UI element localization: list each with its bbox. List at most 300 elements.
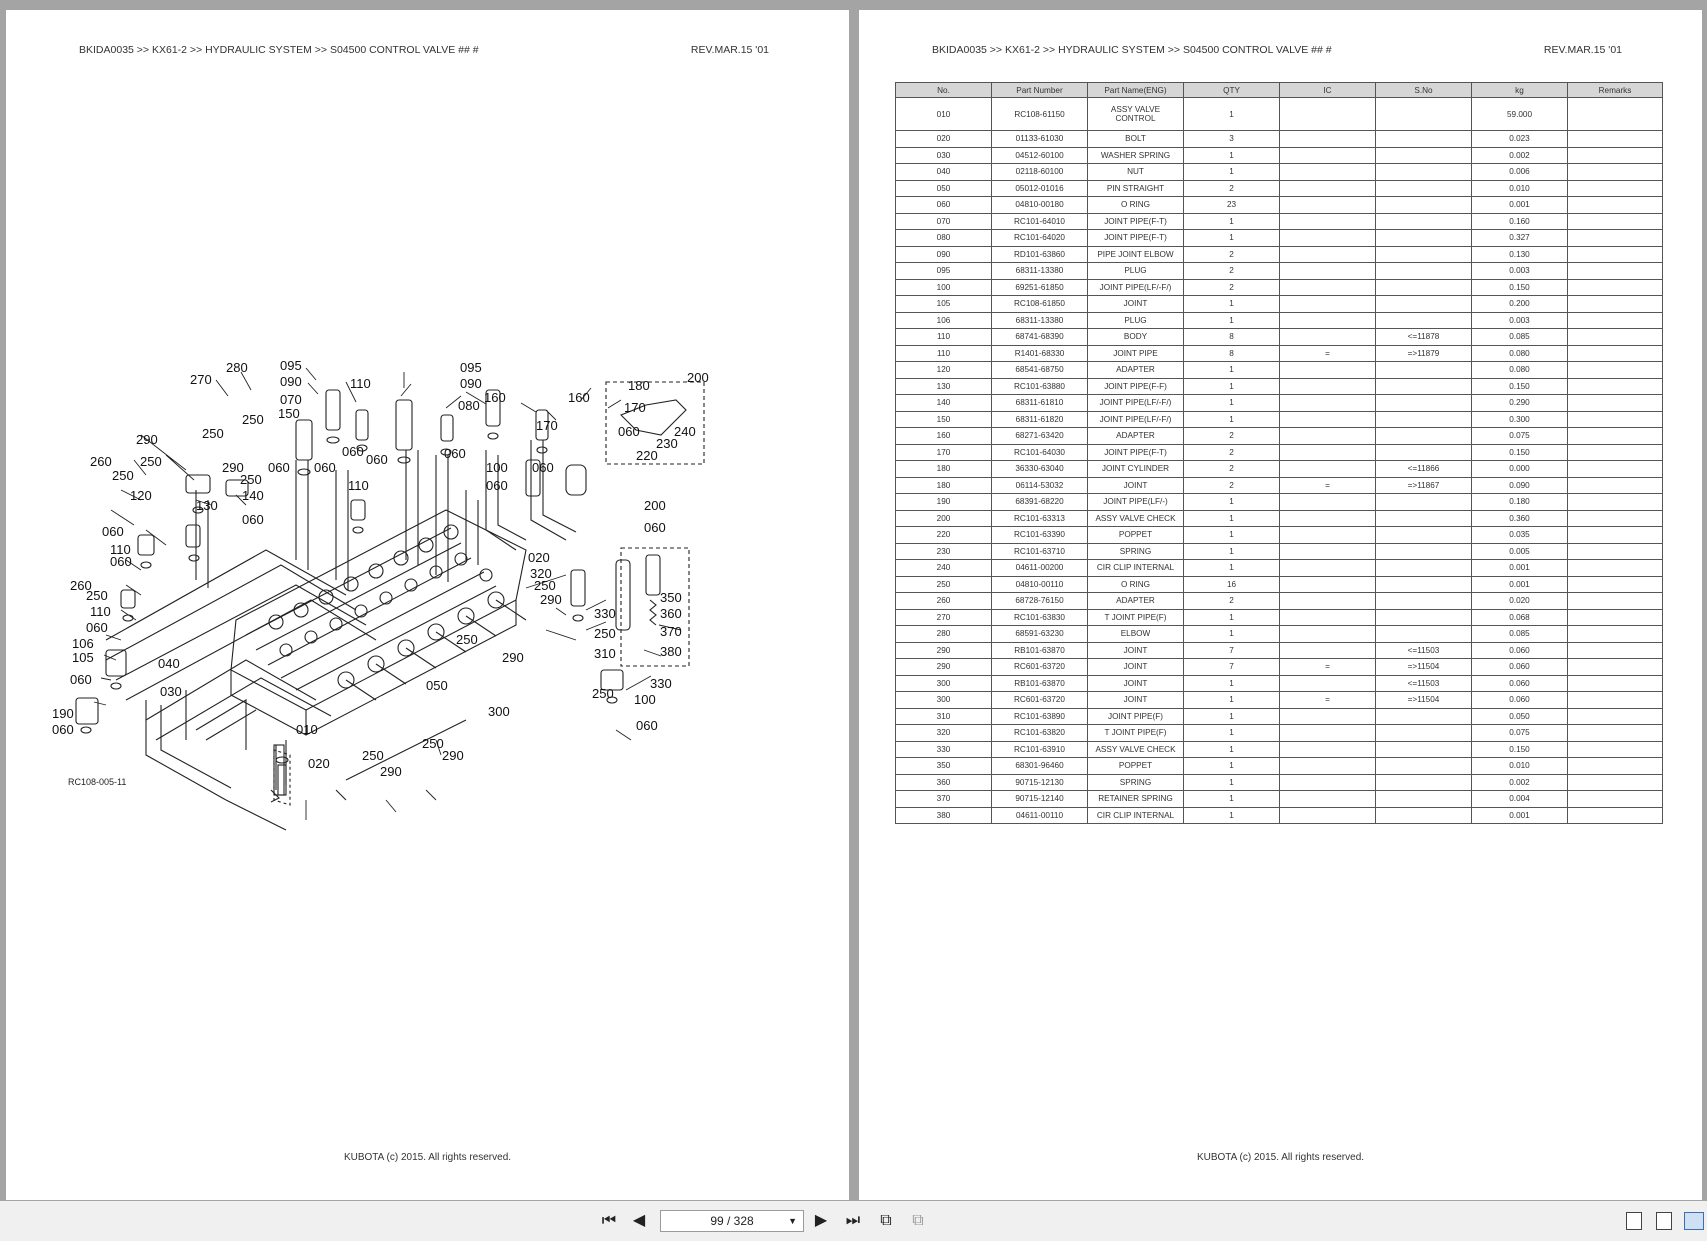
cell-sno xyxy=(1376,593,1472,610)
table-row xyxy=(896,164,1663,181)
cell-kg: 0.003 xyxy=(1472,263,1568,280)
table-row xyxy=(896,461,1663,478)
cell-part-name: JOINT PIPE(F-T) xyxy=(1088,444,1184,461)
cell-ic xyxy=(1280,147,1376,164)
cell-qty: 1 xyxy=(1184,692,1280,709)
cell-sno xyxy=(1376,626,1472,643)
column-header-sno: S.No xyxy=(1376,83,1472,98)
callout-060: 060 xyxy=(366,452,388,467)
cell-qty: 1 xyxy=(1184,626,1280,643)
cell-qty: 1 xyxy=(1184,560,1280,577)
fit-page-icon[interactable]: ⧉ xyxy=(880,1212,892,1229)
cell-ic xyxy=(1280,263,1376,280)
table-row xyxy=(896,725,1663,742)
cell-part-number: RC101-63910 xyxy=(992,741,1088,758)
cell-sno xyxy=(1376,296,1472,313)
cell-qty: 1 xyxy=(1184,510,1280,527)
table-row xyxy=(896,807,1663,824)
table-row xyxy=(896,576,1663,593)
cell-remarks xyxy=(1568,246,1663,263)
cell-remarks xyxy=(1568,411,1663,428)
callout-095: 095 xyxy=(280,360,302,373)
cell-part-number: 68591-63230 xyxy=(992,626,1088,643)
cell-sno: =>11504 xyxy=(1376,692,1472,709)
column-header-qty: QTY xyxy=(1184,83,1280,98)
cell-no: 380 xyxy=(896,807,992,824)
cell-sno xyxy=(1376,576,1472,593)
copyright-footer: KUBOTA (c) 2015. All rights reserved. xyxy=(1196,1152,1365,1163)
cell-ic xyxy=(1280,560,1376,577)
callout-330: 330 xyxy=(594,606,616,621)
cell-kg: 0.001 xyxy=(1472,807,1568,824)
two-page-view-icon[interactable] xyxy=(1684,1212,1704,1230)
cell-remarks xyxy=(1568,180,1663,197)
table-row xyxy=(896,593,1663,610)
table-row xyxy=(896,279,1663,296)
cell-part-name: T JOINT PIPE(F) xyxy=(1088,609,1184,626)
cell-part-number: 04810-00110 xyxy=(992,576,1088,593)
callout-370: 370 xyxy=(660,624,682,639)
cell-qty: 1 xyxy=(1184,312,1280,329)
cell-qty: 8 xyxy=(1184,329,1280,346)
cell-sno xyxy=(1376,560,1472,577)
cell-part-name: ELBOW xyxy=(1088,626,1184,643)
cell-sno: =>11867 xyxy=(1376,477,1472,494)
callout-020: 020 xyxy=(528,550,550,565)
cell-no: 070 xyxy=(896,213,992,230)
cell-remarks xyxy=(1568,626,1663,643)
table-row xyxy=(896,659,1663,676)
column-header-ic: IC xyxy=(1280,83,1376,98)
cell-part-number: 69251-61850 xyxy=(992,279,1088,296)
cell-qty: 1 xyxy=(1184,708,1280,725)
cell-qty: 1 xyxy=(1184,494,1280,511)
callout-290: 290 xyxy=(502,650,524,665)
callout-010: 010 xyxy=(296,722,318,737)
cell-kg: 0.150 xyxy=(1472,279,1568,296)
cell-qty: 2 xyxy=(1184,461,1280,478)
table-row xyxy=(896,527,1663,544)
cell-no: 120 xyxy=(896,362,992,379)
cell-part-name: O RING xyxy=(1088,197,1184,214)
cell-sno xyxy=(1376,246,1472,263)
callout-350: 350 xyxy=(660,590,682,605)
cell-part-name: JOINT PIPE(LF/-F/) xyxy=(1088,395,1184,412)
cell-qty: 1 xyxy=(1184,675,1280,692)
chevron-down-icon: ▼ xyxy=(788,1216,797,1226)
callout-280: 280 xyxy=(226,360,248,375)
callout-070: 070 xyxy=(280,392,302,407)
cell-sno xyxy=(1376,791,1472,808)
cell-part-number: 68741-68390 xyxy=(992,329,1088,346)
cell-ic xyxy=(1280,774,1376,791)
table-row xyxy=(896,296,1663,313)
callout-250: 250 xyxy=(594,626,616,641)
cell-qty: 2 xyxy=(1184,477,1280,494)
cell-part-number: RC601-63720 xyxy=(992,659,1088,676)
continuous-view-icon[interactable] xyxy=(1656,1212,1672,1230)
cell-sno: <=11878 xyxy=(1376,329,1472,346)
cell-part-number: 68391-68220 xyxy=(992,494,1088,511)
last-page-icon[interactable]: ⏭ xyxy=(845,1212,861,1229)
cell-kg: 0.085 xyxy=(1472,626,1568,643)
cell-ic xyxy=(1280,98,1376,131)
cell-part-name: SPRING xyxy=(1088,543,1184,560)
cell-no: 310 xyxy=(896,708,992,725)
callout-160: 160 xyxy=(568,390,590,405)
callout-060: 060 xyxy=(110,554,132,569)
table-row xyxy=(896,362,1663,379)
cell-kg: 0.023 xyxy=(1472,131,1568,148)
callout-250: 250 xyxy=(240,472,262,487)
cell-kg: 0.002 xyxy=(1472,147,1568,164)
cell-part-name: ADAPTER xyxy=(1088,428,1184,445)
table-row xyxy=(896,378,1663,395)
cell-part-name: PLUG xyxy=(1088,312,1184,329)
cell-qty: 16 xyxy=(1184,576,1280,593)
cell-part-number: 04512-60100 xyxy=(992,147,1088,164)
cell-sno xyxy=(1376,527,1472,544)
cell-ic xyxy=(1280,444,1376,461)
cell-part-number: 68311-61820 xyxy=(992,411,1088,428)
cell-part-name: T JOINT PIPE(F) xyxy=(1088,725,1184,742)
cell-kg: 0.060 xyxy=(1472,642,1568,659)
cell-remarks xyxy=(1568,213,1663,230)
cell-part-name: JOINT CYLINDER xyxy=(1088,461,1184,478)
table-row xyxy=(896,675,1663,692)
cell-kg: 0.150 xyxy=(1472,444,1568,461)
table-row xyxy=(896,560,1663,577)
cell-qty: 1 xyxy=(1184,758,1280,775)
table-row xyxy=(896,510,1663,527)
cell-remarks xyxy=(1568,279,1663,296)
cell-kg: 0.080 xyxy=(1472,345,1568,362)
cell-no: 280 xyxy=(896,626,992,643)
table-row xyxy=(896,197,1663,214)
table-row xyxy=(896,444,1663,461)
table-row xyxy=(896,411,1663,428)
cell-remarks xyxy=(1568,197,1663,214)
breadcrumb: BKIDA0035 >> KX61-2 >> HYDRAULIC SYSTEM >> S04500 CONTROL VALVE ## # xyxy=(79,44,479,56)
table-row xyxy=(896,642,1663,659)
cell-qty: 1 xyxy=(1184,527,1280,544)
prev-page-icon[interactable]: ◀ xyxy=(632,1212,646,1229)
table-row xyxy=(896,230,1663,247)
cell-sno xyxy=(1376,395,1472,412)
cell-qty: 2 xyxy=(1184,428,1280,445)
cell-part-number: RC101-64030 xyxy=(992,444,1088,461)
cell-part-number: 90715-12130 xyxy=(992,774,1088,791)
cell-part-name: NUT xyxy=(1088,164,1184,181)
cell-sno xyxy=(1376,230,1472,247)
cell-part-name: ASSY VALVE CHECK xyxy=(1088,741,1184,758)
cell-kg: 0.001 xyxy=(1472,197,1568,214)
cell-no: 060 xyxy=(896,197,992,214)
cell-no: 240 xyxy=(896,560,992,577)
cell-sno xyxy=(1376,543,1472,560)
callout-060: 060 xyxy=(444,446,466,461)
cell-kg: 0.005 xyxy=(1472,543,1568,560)
right-page xyxy=(859,10,1702,1200)
callout-200: 200 xyxy=(687,370,709,385)
cell-sno: =>11879 xyxy=(1376,345,1472,362)
cell-remarks xyxy=(1568,609,1663,626)
table-row xyxy=(896,246,1663,263)
cell-no: 130 xyxy=(896,378,992,395)
cell-kg: 0.001 xyxy=(1472,576,1568,593)
table-row xyxy=(896,312,1663,329)
cell-part-number: RC101-63820 xyxy=(992,725,1088,742)
cell-part-name: ADAPTER xyxy=(1088,362,1184,379)
cell-no: 220 xyxy=(896,527,992,544)
callout-250: 250 xyxy=(362,748,384,763)
cell-no: 090 xyxy=(896,246,992,263)
page-number-select[interactable] xyxy=(660,1210,804,1232)
table-row xyxy=(896,98,1663,131)
cell-remarks xyxy=(1568,576,1663,593)
cell-remarks xyxy=(1568,444,1663,461)
cell-sno xyxy=(1376,263,1472,280)
cell-remarks xyxy=(1568,774,1663,791)
revision-date: REV.MAR.15 '01 xyxy=(690,44,769,56)
cell-ic xyxy=(1280,626,1376,643)
cell-part-number: 90715-12140 xyxy=(992,791,1088,808)
callout-320: 320 xyxy=(530,566,552,581)
cell-qty: 1 xyxy=(1184,362,1280,379)
callout-290: 290 xyxy=(540,592,562,607)
callout-060: 060 xyxy=(486,478,508,493)
cell-qty: 1 xyxy=(1184,296,1280,313)
cell-part-name: JOINT PIPE(F-T) xyxy=(1088,230,1184,247)
cell-remarks xyxy=(1568,345,1663,362)
cell-ic xyxy=(1280,312,1376,329)
fit-width-icon[interactable]: ⧉ xyxy=(912,1212,924,1229)
cell-sno xyxy=(1376,131,1472,148)
next-page-icon[interactable]: ▶ xyxy=(814,1212,828,1229)
callout-060: 060 xyxy=(636,718,658,733)
cell-remarks xyxy=(1568,312,1663,329)
cell-sno: <=11866 xyxy=(1376,461,1472,478)
cell-qty: 2 xyxy=(1184,246,1280,263)
cell-sno xyxy=(1376,428,1472,445)
cell-part-number: 36330-63040 xyxy=(992,461,1088,478)
cell-qty: 1 xyxy=(1184,725,1280,742)
cell-ic xyxy=(1280,675,1376,692)
column-header-no: No. xyxy=(896,83,992,98)
cell-ic xyxy=(1280,395,1376,412)
cell-ic xyxy=(1280,593,1376,610)
cell-remarks xyxy=(1568,593,1663,610)
callout-040: 040 xyxy=(158,656,180,671)
cell-sno xyxy=(1376,708,1472,725)
cell-kg: 0.085 xyxy=(1472,329,1568,346)
cell-part-number: RD101-63860 xyxy=(992,246,1088,263)
table-row xyxy=(896,180,1663,197)
cell-part-name: JOINT PIPE(LF/-F/) xyxy=(1088,411,1184,428)
callout-310: 310 xyxy=(594,646,616,661)
cell-sno xyxy=(1376,164,1472,181)
cell-sno: <=11503 xyxy=(1376,675,1472,692)
cell-kg: 0.300 xyxy=(1472,411,1568,428)
cell-kg: 0.180 xyxy=(1472,494,1568,511)
cell-part-number: RC601-63720 xyxy=(992,692,1088,709)
cell-remarks xyxy=(1568,708,1663,725)
single-page-view-icon[interactable] xyxy=(1626,1212,1642,1230)
cell-part-number: 68311-61810 xyxy=(992,395,1088,412)
cell-sno xyxy=(1376,609,1472,626)
callout-250: 250 xyxy=(534,578,556,593)
cell-no: 350 xyxy=(896,758,992,775)
cell-no: 270 xyxy=(896,609,992,626)
cell-remarks xyxy=(1568,659,1663,676)
cell-kg: 0.327 xyxy=(1472,230,1568,247)
cell-kg: 0.010 xyxy=(1472,758,1568,775)
cell-ic: = xyxy=(1280,477,1376,494)
cell-part-name: ADAPTER xyxy=(1088,593,1184,610)
cell-qty: 1 xyxy=(1184,543,1280,560)
cell-part-name: JOINT PIPE(F) xyxy=(1088,708,1184,725)
cell-no: 020 xyxy=(896,131,992,148)
cell-kg: 0.080 xyxy=(1472,362,1568,379)
cell-qty: 2 xyxy=(1184,593,1280,610)
cell-part-number: 06114-53032 xyxy=(992,477,1088,494)
cell-remarks xyxy=(1568,494,1663,511)
cell-kg: 0.075 xyxy=(1472,725,1568,742)
cell-part-name: JOINT PIPE(LF/-) xyxy=(1088,494,1184,511)
cell-no: 290 xyxy=(896,642,992,659)
cell-no: 040 xyxy=(896,164,992,181)
cell-part-name: PIPE JOINT ELBOW xyxy=(1088,246,1184,263)
table-row xyxy=(896,131,1663,148)
callout-200: 200 xyxy=(644,498,666,513)
cell-part-name: JOINT xyxy=(1088,659,1184,676)
cell-no: 106 xyxy=(896,312,992,329)
cell-part-name: ASSY VALVE CONTROL xyxy=(1088,98,1184,131)
cell-remarks xyxy=(1568,263,1663,280)
cell-part-name: WASHER SPRING xyxy=(1088,147,1184,164)
cell-kg: 0.060 xyxy=(1472,659,1568,676)
table-row xyxy=(896,774,1663,791)
callout-380: 380 xyxy=(660,644,682,659)
cell-remarks xyxy=(1568,147,1663,164)
cell-remarks xyxy=(1568,395,1663,412)
page-indicator: 99 / 328 xyxy=(710,1214,754,1228)
first-page-icon[interactable]: ⏮ xyxy=(601,1212,617,1229)
cell-kg: 0.290 xyxy=(1472,395,1568,412)
cell-part-name: JOINT xyxy=(1088,675,1184,692)
cell-ic xyxy=(1280,230,1376,247)
cell-no: 360 xyxy=(896,774,992,791)
table-row xyxy=(896,741,1663,758)
cell-kg: 0.001 xyxy=(1472,560,1568,577)
cell-kg: 0.050 xyxy=(1472,708,1568,725)
callout-110: 110 xyxy=(350,376,371,391)
cell-kg: 0.060 xyxy=(1472,675,1568,692)
cell-no: 180 xyxy=(896,461,992,478)
table-row xyxy=(896,213,1663,230)
callout-300: 300 xyxy=(488,704,510,719)
table-row xyxy=(896,329,1663,346)
cell-no: 140 xyxy=(896,395,992,412)
callout-290: 290 xyxy=(222,460,244,475)
callout-100: 100 xyxy=(634,692,656,707)
column-header-kg: kg xyxy=(1472,83,1568,98)
cell-ic xyxy=(1280,807,1376,824)
cell-part-name: O RING xyxy=(1088,576,1184,593)
cell-part-name: PIN STRAIGHT xyxy=(1088,180,1184,197)
callout-110: 110 xyxy=(348,478,369,493)
cell-ic xyxy=(1280,428,1376,445)
table-row xyxy=(896,263,1663,280)
cell-part-number: RC101-63890 xyxy=(992,708,1088,725)
viewer-toolbar xyxy=(0,1201,1707,1241)
cell-part-name: JOINT xyxy=(1088,296,1184,313)
cell-ic xyxy=(1280,213,1376,230)
callout-290: 290 xyxy=(442,748,464,763)
cell-no: 180 xyxy=(896,477,992,494)
cell-remarks xyxy=(1568,296,1663,313)
cell-no: 150 xyxy=(896,411,992,428)
callout-260: 260 xyxy=(70,578,92,593)
cell-kg: 0.160 xyxy=(1472,213,1568,230)
cell-remarks xyxy=(1568,329,1663,346)
cell-kg: 0.130 xyxy=(1472,246,1568,263)
callout-060: 060 xyxy=(644,520,666,535)
table-row xyxy=(896,147,1663,164)
cell-remarks xyxy=(1568,758,1663,775)
cell-no: 250 xyxy=(896,576,992,593)
callout-250: 250 xyxy=(112,468,134,483)
callout-060: 060 xyxy=(70,672,92,687)
cell-ic: = xyxy=(1280,659,1376,676)
cell-no: 080 xyxy=(896,230,992,247)
cell-part-number: 68541-68750 xyxy=(992,362,1088,379)
cell-qty: 23 xyxy=(1184,197,1280,214)
callout-095: 095 xyxy=(460,360,482,375)
callout-230: 230 xyxy=(656,436,678,451)
callout-250: 250 xyxy=(592,686,614,701)
cell-ic xyxy=(1280,461,1376,478)
callout-060: 060 xyxy=(86,620,108,635)
cell-kg: 0.003 xyxy=(1472,312,1568,329)
cell-part-name: RETAINER SPRING xyxy=(1088,791,1184,808)
callout-110: 110 xyxy=(110,542,131,557)
callout-170: 170 xyxy=(624,400,646,415)
callout-180: 180 xyxy=(628,378,650,393)
cell-sno xyxy=(1376,725,1472,742)
cell-kg: 0.010 xyxy=(1472,180,1568,197)
cell-part-number: RC108-61150 xyxy=(992,98,1088,131)
cell-ic xyxy=(1280,527,1376,544)
parts-list-table xyxy=(895,82,1663,824)
cell-no: 200 xyxy=(896,510,992,527)
cell-no: 330 xyxy=(896,741,992,758)
callout-240: 240 xyxy=(674,424,696,439)
cell-ic xyxy=(1280,708,1376,725)
cell-no: 290 xyxy=(896,659,992,676)
cell-qty: 1 xyxy=(1184,609,1280,626)
cell-remarks xyxy=(1568,543,1663,560)
cell-qty: 1 xyxy=(1184,378,1280,395)
callout-250: 250 xyxy=(422,736,444,751)
callout-250: 250 xyxy=(86,588,108,603)
cell-qty: 3 xyxy=(1184,131,1280,148)
cell-part-number: 68728-76150 xyxy=(992,593,1088,610)
cell-remarks xyxy=(1568,527,1663,544)
cell-ic xyxy=(1280,494,1376,511)
cell-no: 260 xyxy=(896,593,992,610)
cell-ic xyxy=(1280,131,1376,148)
